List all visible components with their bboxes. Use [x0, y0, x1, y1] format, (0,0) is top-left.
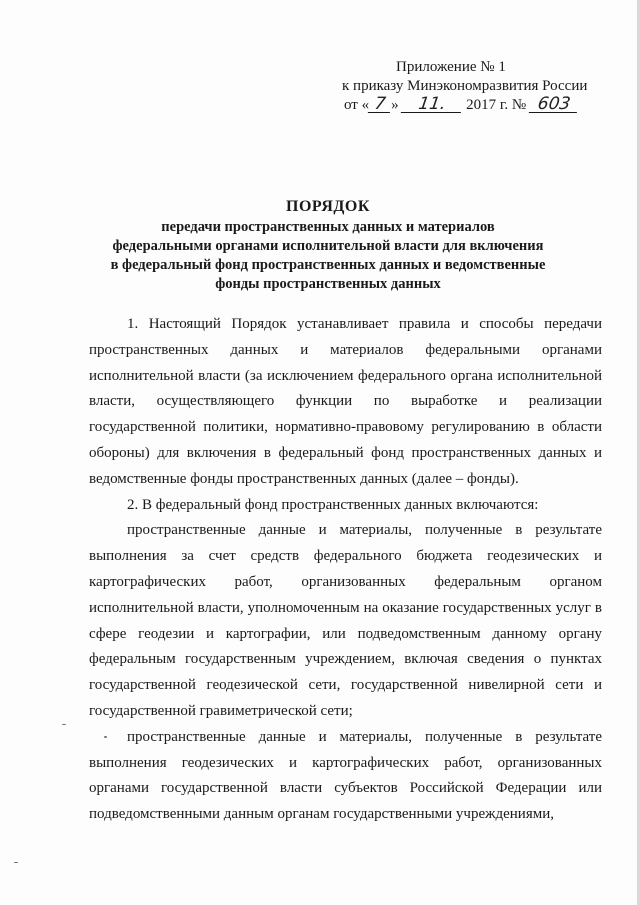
- order-reference: к приказу Минэкономразвития России: [342, 78, 588, 94]
- title-line: передачи пространственных данных и материалов: [161, 219, 495, 235]
- title-line: фонды пространственных данных: [215, 276, 441, 292]
- scan-speck: [62, 724, 66, 725]
- order-number-handwritten: 603: [529, 96, 579, 113]
- date-mid: »: [391, 97, 399, 113]
- date-year: 2017 г. №: [466, 97, 527, 113]
- document-title: [86, 196, 570, 294]
- title-line: в федеральный фонд пространственных данных и ведомственные: [110, 257, 546, 273]
- paragraph-3: пространственные данные и материалы, полученные в результате выполнения за счет средств федерального бюджета геодезических и картографических работ, организованных федеральным органом исполнительной власти, уполномоченным на оказание государственных услуг в сфере геодезии и картографии, или подведомственным данному органу федеральным государственным учреждением, включая сведения о пунктах государственной геодезической сети, государственной нивелирной сети и государственной гравиметрической сети;: [89, 522, 602, 719]
- paragraph-1: 1. Настоящий Порядок устанавливает правила и способы передачи пространственных данных и материалов федеральными органами исполнительной власти (за исключением федерального органа исполнительной власти, осуществляющего функции по выработке и реализации государственной политики, нормативно-правовому регулированию в области обороны) для включения в федеральный фонд пространственных данных и ведомственные фонды пространственных данных (далее – фонды).: [89, 316, 602, 487]
- paragraph-2: 2. В федеральный фонд пространственных данных включаются:: [127, 496, 539, 513]
- document-body: [89, 312, 602, 828]
- date-day-handwritten: 7: [368, 96, 392, 113]
- appendix-header: [330, 58, 600, 115]
- scan-speck: [104, 736, 107, 738]
- scan-speck: [14, 862, 18, 863]
- title-main: ПОРЯДОК: [286, 198, 370, 215]
- appendix-label: Приложение № 1: [396, 59, 506, 75]
- title-line: федеральными органами исполнительной власти для включения: [112, 238, 544, 254]
- date-month-handwritten: 11.: [401, 96, 463, 113]
- date-prefix: от «: [344, 97, 370, 113]
- paragraph-4: пространственные данные и материалы, полученные в результате выполнения геодезических и картографических работ, организованных органами государственной власти субъектов Российской Федерации или подведомственными данным органам государственными учреждениями,: [89, 728, 602, 823]
- order-date-line: [330, 96, 600, 115]
